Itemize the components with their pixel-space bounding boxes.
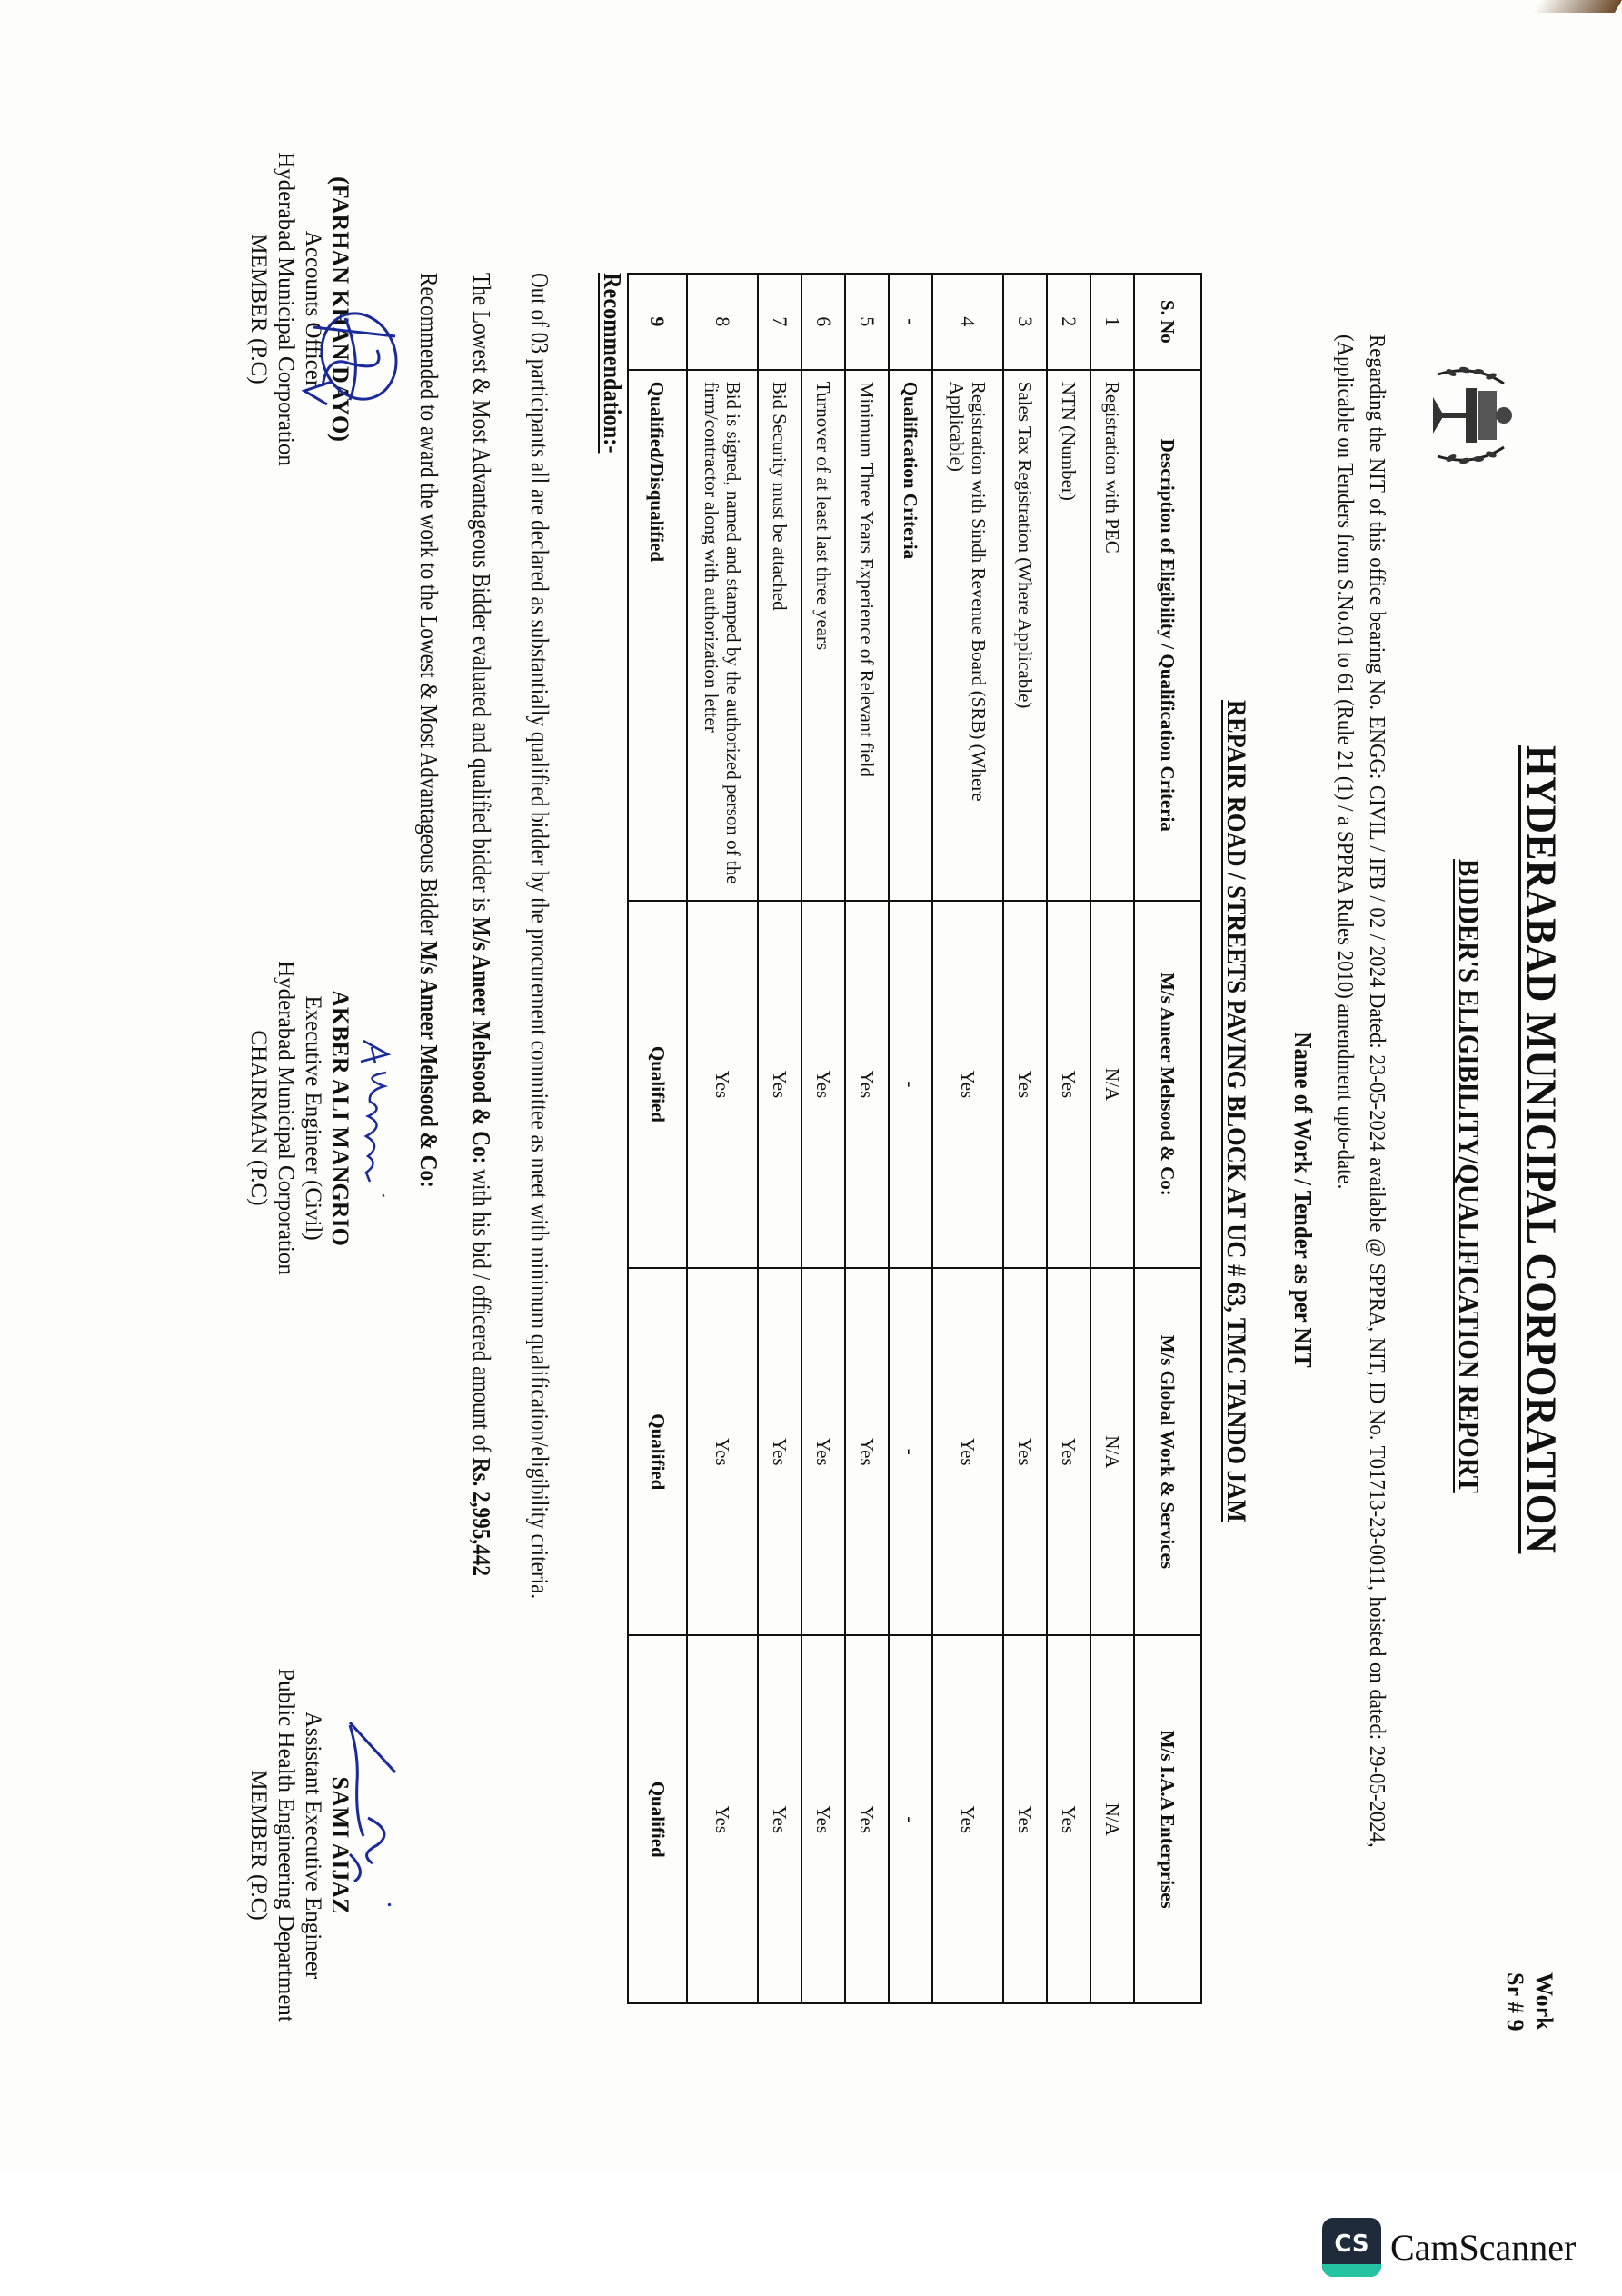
recommendation-line-3 bbox=[414, 273, 443, 1188]
rec-line2-prefix: The Lowest & Most Advantageous Bidder evaluated and qualified bidder is bbox=[468, 273, 495, 917]
row-serial: 4 bbox=[932, 274, 1003, 370]
row-value-bidder-2: Yes bbox=[845, 1268, 889, 1635]
signature-akber-ali-mangrio bbox=[350, 1036, 395, 1209]
signatory-role: CHAIRMAN (P.C) bbox=[246, 1030, 271, 1206]
work-title: REPAIR ROAD / STREETS PAVING BLOCK AT UC # 63, TMC TANDO JAM bbox=[1221, 700, 1251, 1522]
row-description: Registration with PEC bbox=[1090, 370, 1134, 901]
header-bidder-1: M/s Ameer Mehsood & Co: bbox=[1134, 901, 1201, 1268]
table-row bbox=[932, 274, 1003, 2003]
rec-line3-prefix: Recommended to award the work to the Lowest & Most Advantageous Bidder bbox=[415, 273, 443, 942]
header-bidder-3: M/s I.A.A Enterprises bbox=[1134, 1635, 1201, 2003]
row-serial: - bbox=[889, 274, 932, 370]
row-value-bidder-1: Yes bbox=[932, 901, 1003, 1268]
row-serial: 3 bbox=[1003, 274, 1047, 370]
row-value-bidder-2: Yes bbox=[1047, 1268, 1090, 1635]
row-value-bidder-3: Yes bbox=[687, 1635, 758, 2003]
recommendation-line-2 bbox=[467, 273, 495, 1576]
row-value-bidder-1: Yes bbox=[845, 901, 889, 1268]
rec-line2-bidder: M/s Ameer Mehsood & Co: bbox=[468, 916, 495, 1164]
organization-title: HYDERABAD MUNICIPAL CORPORATION bbox=[1518, 745, 1565, 1554]
table-section-row bbox=[889, 274, 932, 2003]
row-serial: 9 bbox=[628, 274, 687, 370]
recommendation-line-1: Out of 03 participants all are declared as substantially qualified bidder by the procurement committee as meet with minimum qualification/eligibility criteria. bbox=[526, 273, 553, 1600]
row-serial: 7 bbox=[758, 274, 801, 370]
signatory-name: SAMI AIJAZ bbox=[327, 1776, 353, 1914]
eligibility-table bbox=[627, 273, 1202, 2004]
row-value-bidder-2: Yes bbox=[758, 1268, 801, 1635]
row-description: Sales Tax Registration (Where Applicable) bbox=[1003, 370, 1047, 901]
row-description: Qualified/Disqualified bbox=[628, 370, 687, 901]
row-value-bidder-3: Yes bbox=[1003, 1635, 1047, 2003]
row-value-bidder-1: Yes bbox=[1047, 901, 1090, 1268]
signatory-organization: Public Health Engineering Department bbox=[274, 1668, 298, 2022]
work-label: Work bbox=[1531, 1972, 1557, 2031]
row-description: Registration with Sindh Revenue Board (SRB) (Where Applicable) bbox=[932, 370, 1003, 901]
bid-amount: Rs. 2,995,442 bbox=[468, 1457, 495, 1577]
signatory-organization: Hyderabad Municipal Corporation bbox=[274, 152, 298, 466]
camscanner-logo-text: CS bbox=[1334, 2230, 1369, 2258]
header-serial-no: S. No bbox=[1134, 274, 1201, 370]
signatory-organization: Hyderabad Municipal Corporation bbox=[274, 961, 298, 1275]
report-title: BIDDER'S ELIGIBILITY/QUALIFICATION REPORT bbox=[1453, 859, 1486, 1493]
row-serial: 5 bbox=[845, 274, 889, 370]
row-description: Bid is signed, named and stamped by the authorized person of the firm/contractor along with authorization letter bbox=[687, 370, 758, 901]
row-value-bidder-1: N/A bbox=[1090, 901, 1134, 1268]
row-value-bidder-2: Yes bbox=[687, 1268, 758, 1635]
signatory-designation: Assistant Executive Engineer bbox=[301, 1711, 325, 1980]
table-result-row bbox=[628, 274, 687, 2003]
camscanner-logo-icon bbox=[1322, 2218, 1381, 2277]
row-value-bidder-2: Yes bbox=[1003, 1268, 1047, 1635]
table-row bbox=[1090, 274, 1134, 2003]
row-value-bidder-1: - bbox=[889, 901, 932, 1268]
table-row bbox=[1003, 274, 1047, 2003]
row-value-bidder-3: - bbox=[889, 1635, 932, 2003]
status-badge-bidder-2: Qualified bbox=[628, 1268, 687, 1635]
row-value-bidder-3: Yes bbox=[801, 1635, 845, 2003]
signatory-block-executive-engineer bbox=[244, 927, 353, 1309]
signatory-designation: Accounts Officer bbox=[301, 230, 325, 388]
row-value-bidder-3: Yes bbox=[1047, 1635, 1090, 2003]
row-description: Minimum Three Years Experience of Relevant field bbox=[845, 370, 889, 901]
row-serial: 8 bbox=[687, 274, 758, 370]
name-of-work-label: Name of Work / Tender as per NIT bbox=[1289, 1032, 1317, 1368]
camscanner-app-name: CamScanner bbox=[1390, 2227, 1577, 2268]
table-row bbox=[758, 274, 801, 2003]
row-description: Bid Security must be attached bbox=[758, 370, 801, 901]
signatory-designation: Executive Engineer (Civil) bbox=[301, 995, 325, 1241]
header-description: Description of Eligibility / Qualification Criteria bbox=[1134, 370, 1201, 901]
row-value-bidder-2: Yes bbox=[801, 1268, 845, 1635]
rec-line2-mid: with his bid / officered amount of bbox=[468, 1163, 495, 1458]
signature-sami-aijaz bbox=[332, 1718, 413, 1918]
signature-farhan-khan-dayo bbox=[295, 300, 413, 427]
status-badge-bidder-3: Qualified bbox=[628, 1635, 687, 2003]
signatory-name: AKBER ALI MANGRIO bbox=[327, 990, 353, 1246]
row-serial: 6 bbox=[801, 274, 845, 370]
signatory-role: MEMBER (P.C) bbox=[246, 234, 271, 384]
row-value-bidder-2: N/A bbox=[1090, 1268, 1134, 1635]
row-value-bidder-1: Yes bbox=[758, 901, 801, 1268]
row-value-bidder-1: Yes bbox=[801, 901, 845, 1268]
row-serial: 1 bbox=[1090, 274, 1134, 370]
table-row bbox=[801, 274, 845, 2003]
government-emblem-icon bbox=[1419, 356, 1524, 474]
row-description: NTN (Number) bbox=[1047, 370, 1090, 901]
table-row bbox=[845, 274, 889, 2003]
row-value-bidder-3: Yes bbox=[932, 1635, 1003, 2003]
row-value-bidder-1: Yes bbox=[1003, 901, 1047, 1268]
work-serial-block bbox=[1500, 1972, 1558, 2031]
recommendation-heading: Recommendation:- bbox=[599, 273, 626, 454]
table-row bbox=[1047, 274, 1090, 2003]
row-value-bidder-2: - bbox=[889, 1268, 932, 1635]
signatory-role: MEMBER (P.C) bbox=[246, 1770, 271, 1921]
row-description: Turnover of at least last three years bbox=[801, 370, 845, 901]
table-row bbox=[687, 274, 758, 2003]
nit-reference-paragraph: Regarding the NIT of this office bearing No. ENGG: CIVIL / IFB / 02 / 2024 Dated: 23-05-2024 available @ SPPRA, NIT, ID No. T01713-23-0011, hoisted on dated: 29-05-2024, (Applicable on Tenders from S.No.01 to 61 (Rule 21 (1) / a SPPRA Rules 2010) amendment upto-date. bbox=[1333, 334, 1389, 1848]
header-bidder-2: M/s Global Work & Services bbox=[1134, 1268, 1201, 1635]
row-value-bidder-2: Yes bbox=[932, 1268, 1003, 1635]
camscanner-watermark bbox=[1322, 2218, 1576, 2277]
row-description: Qualification Criteria bbox=[889, 370, 932, 901]
row-value-bidder-3: N/A bbox=[1090, 1635, 1134, 2003]
row-value-bidder-1: Yes bbox=[687, 901, 758, 1268]
row-serial: 2 bbox=[1047, 274, 1090, 370]
row-value-bidder-3: Yes bbox=[845, 1635, 889, 2003]
serial-number-label: Sr # 9 bbox=[1502, 1972, 1528, 2031]
table-header-row bbox=[1134, 274, 1201, 2003]
row-value-bidder-3: Yes bbox=[758, 1635, 801, 2003]
status-badge-bidder-1: Qualified bbox=[628, 901, 687, 1268]
rec-line3-bidder: M/s Ameer Mehsood & Co: bbox=[415, 941, 443, 1188]
signatory-name: (FARHAN KHAN DAYO) bbox=[327, 176, 353, 442]
